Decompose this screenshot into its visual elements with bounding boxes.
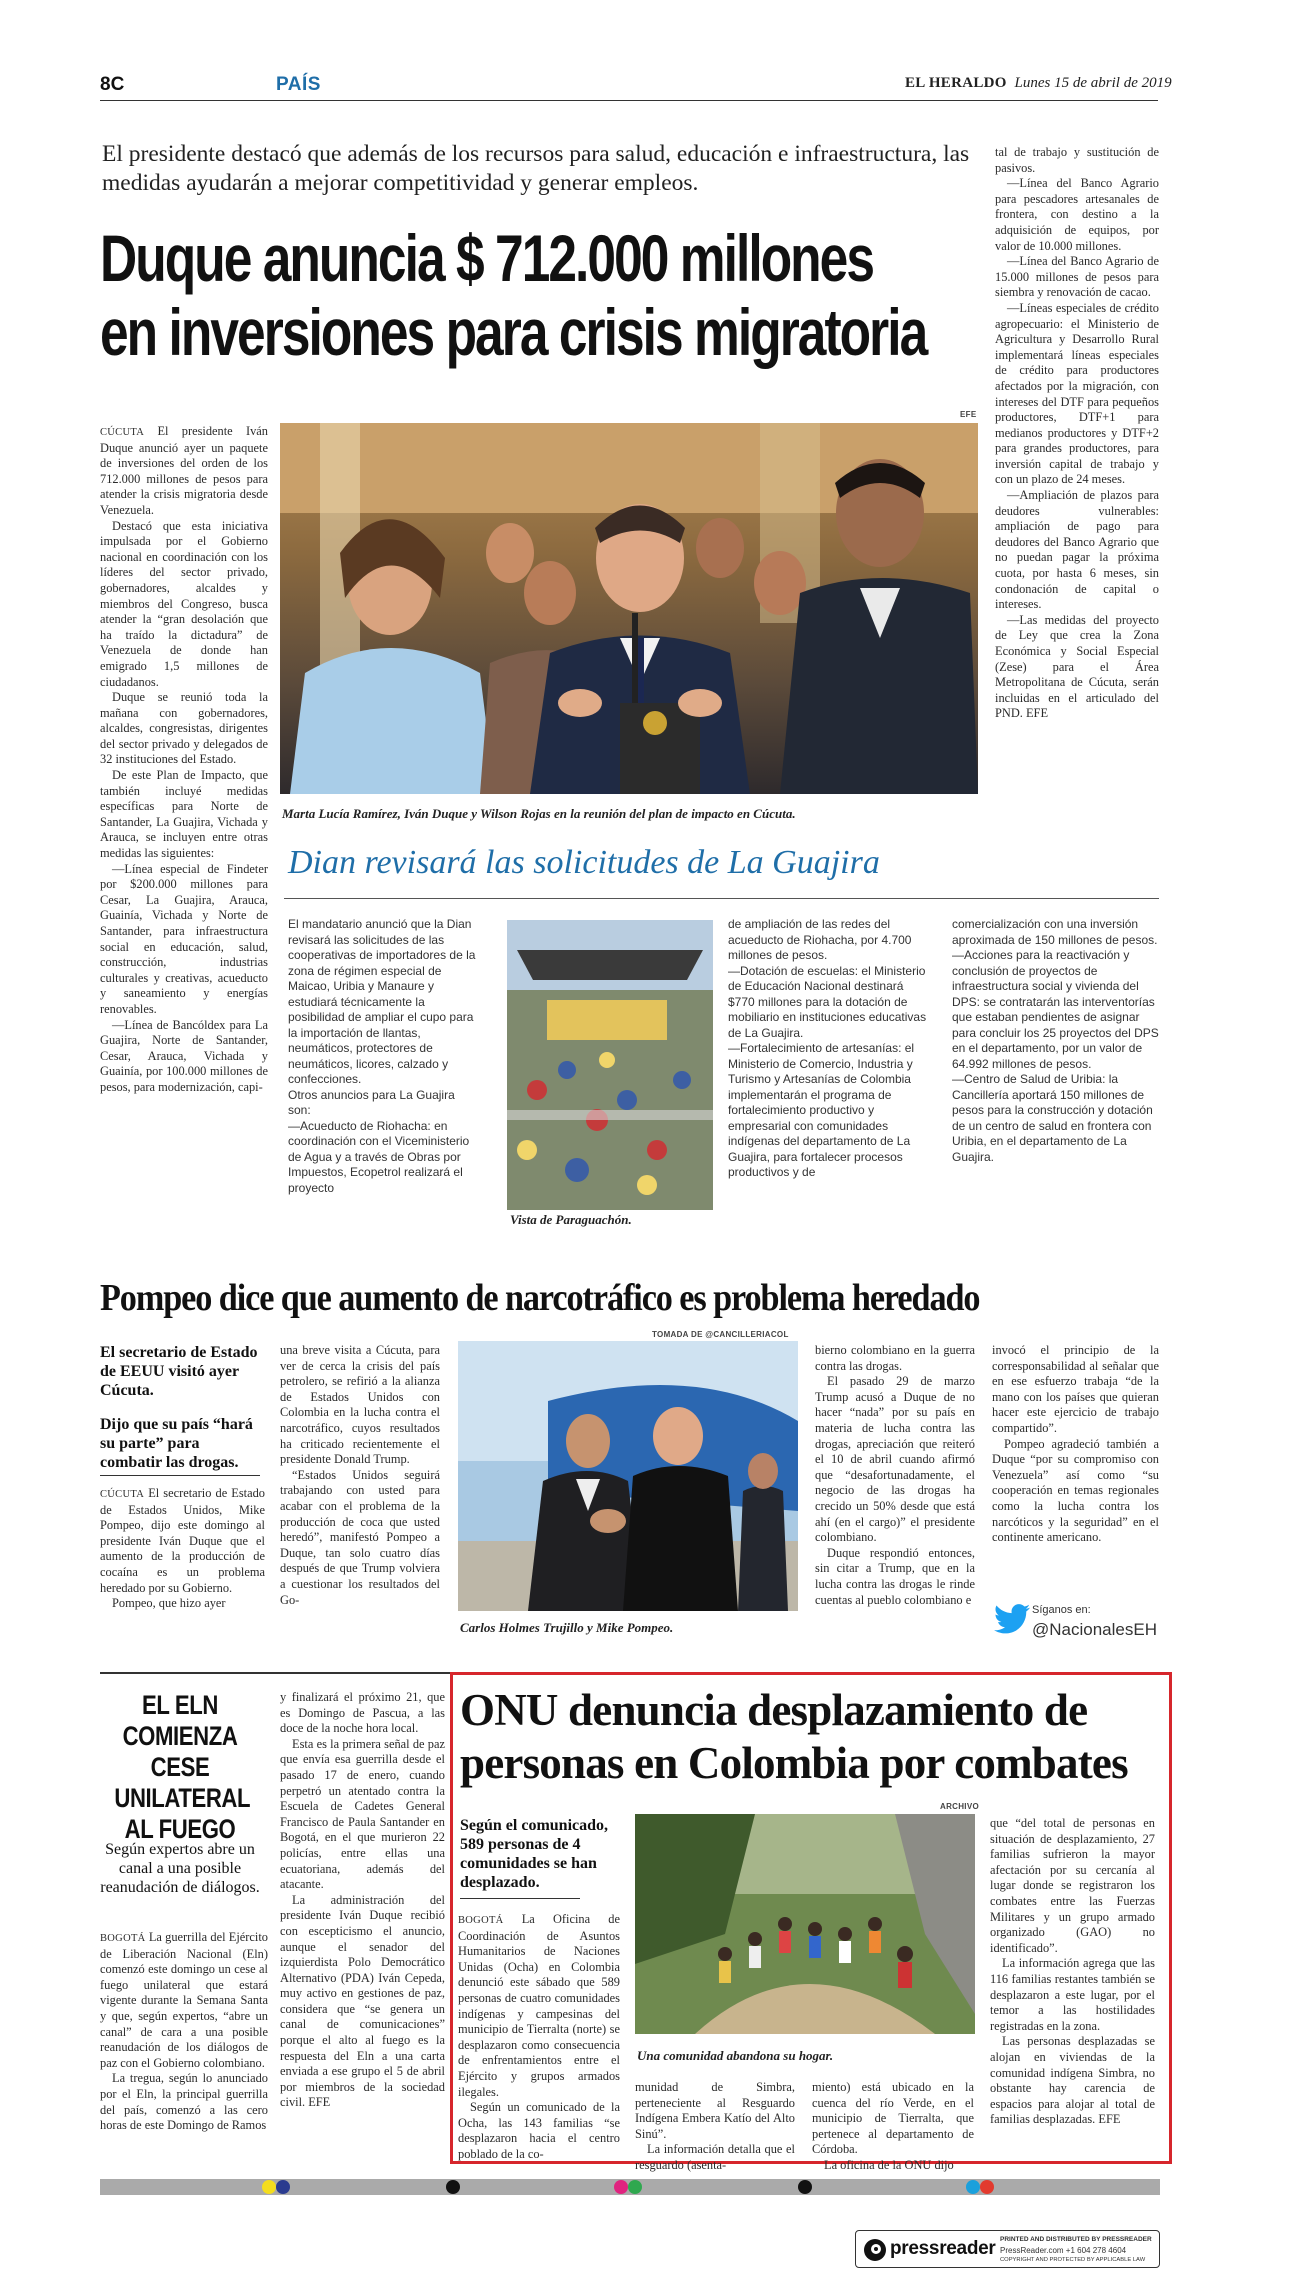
paragraph: —Fortalecimiento de artesanías: el Ministerio de Comercio, Industria y Turismo y Artesanías de Colombia implementarán el programa de fortalecimiento productivo y empresarial con comunidades indígenas del departamento de La Guajira, para fortalecer procesos productivos y de — [728, 1041, 915, 1179]
onu-kicker: Según el comunicado, 589 personas de 4 comunidades se han desplazado. — [460, 1817, 609, 1891]
pompeo-column-1 — [100, 1486, 265, 1626]
paragraph: La administración del presidente Iván Duque recibió con escepticismo el anuncio, aunque el senador del izquierdista Polo Democrático Alternativo (PDA) Iván Cepeda, muy activo en gestiones de paz, considera que “se genera un canal de comunicaciones” porque el alto al fuego es la respuesta del Eln a una carta enviada a ese grupo el 5 de abril por miembros de la sociedad civil. EFE — [280, 1892, 445, 2110]
pompeo-kicker-2: Dijo que su país “hará su parte” para combatir las drogas. — [100, 1416, 253, 1471]
paragraph: bierno colombiano en la guerra contra las drogas. — [815, 1343, 975, 1373]
registration-dot-green — [628, 2180, 642, 2194]
onu-column-1 — [458, 1912, 620, 2160]
dian-rule — [284, 898, 1159, 899]
twitter-handle[interactable]: @NacionalesEH — [1032, 1620, 1157, 1639]
registration-dot-red — [980, 2180, 994, 2194]
paragraph: y finalizará el próximo 21, que es Domingo de Pascua, a las doce de la noche hora local. — [280, 1690, 445, 1736]
onu-headline-line1: ONU denuncia desplazamiento de — [460, 1685, 1088, 1735]
paragraph: —Línea especial de Findeter por $200.000 millones para Cesar, La Guajira, Arauca, Guainía, Vichada y Norte de Santander, para infraestructura social en educación, salud, construcción, industrias culturales y creativas, acueducto y saneamiento y energías renovables. — [100, 861, 268, 1016]
pressreader-brand: pressreader — [890, 2238, 996, 2259]
pressreader-contact: PressReader.com +1 604 278 4604 — [1000, 2246, 1127, 2255]
dian-column-1 — [288, 917, 478, 1237]
paragraph: Pompeo agradeció también a Duque “por su compromiso con Venezuela” así como “su cooperación en temas regionales como la lucha contra los narcóticos y la seguridad” en el continente americano. — [992, 1436, 1159, 1545]
pressreader-printed-by: PRINTED AND DISTRIBUTED BY PRESSREADER — [1000, 2236, 1152, 2243]
pompeo-column-2 — [280, 1343, 440, 1633]
paragraph: —Las medidas del proyecto de Ley que crea la Zona Económica y Social Especial (Zese) para el Área Metropolitana de Cúcuta, serán incluidas en el articulado del PND. EFE — [995, 612, 1159, 721]
section-divider — [100, 1672, 450, 1674]
dian-photo-illustration — [507, 920, 713, 1210]
paragraph: tal de trabajo y sustitución de pasivos. — [995, 145, 1159, 175]
paragraph: CÚCUTA El secretario de Estado de Estados Unidos, Mike Pompeo, dijo este domingo al presidente Iván Duque que el aumento de la producción de cocaína es un problema heredado por su Gobierno. — [100, 1486, 265, 1595]
pompeo-column-4 — [992, 1343, 1159, 1603]
paragraph: Otros anuncios para La Guajira son: — [288, 1087, 455, 1117]
main-photo-illustration — [280, 423, 978, 794]
onu-headline-line2: personas en Colombia por combates — [460, 1738, 1128, 1788]
paragraph: Duque se reunió toda la mañana con gobernadores, alcaldes, congresistas, dirigentes del sector privado y delegados de 32 instituciones del Estado. — [100, 690, 268, 767]
onu-column-2 — [635, 2080, 795, 2172]
registration-dot-magenta — [614, 2180, 628, 2194]
dateline: BOGOTÁ — [100, 1933, 146, 1944]
main-deck: El presidente destacó que además de los recursos para salud, educación e infraestructura, las medidas ayudarán a mejorar competitividad y generar empleos. — [102, 141, 970, 196]
paragraph: Las personas desplazadas se alojan en viviendas de la comunidad indígena Simbra, no obstante hay carencia de espacios para alojar al total de familias desplazadas. EFE — [990, 2034, 1155, 2127]
pompeo-column-3 — [815, 1343, 975, 1633]
paragraph: munidad de Simbra, perteneciente al Resguardo Indígena Embera Katío del Alto Sinú”. — [635, 2080, 795, 2141]
pompeo-kicker-1: El secretario de Estado de EEUU visitó ayer Cúcuta. — [100, 1344, 258, 1399]
paragraph: CÚCUTA El presidente Iván Duque anunció ayer un paquete de inversiones del orden de los 712.000 millones de pesos para atender la crisis migratoria desde Venezuela. — [100, 424, 268, 517]
paragraph: Pompeo, que hizo ayer — [112, 1596, 226, 1611]
paragraph: La información agrega que las 116 familias restantes también se desplazaron a este lugar, por el temor a las hostilidades registradas en la zona. — [990, 1956, 1155, 2033]
paragraph: comercialización con una inversión aproximada de 150 millones de pesos. — [952, 917, 1158, 947]
paragraph: BOGOTÁ La Oficina de Coordinación de Asuntos Humanitarios de Naciones Unidas (Ocha) en Colombia denunció este sábado que 589 personas de cuatro comunidades indígenas y campesinas del municipio de Tierralta (norte) se desplazaron como consecuencia de enfrentamientos entre el Ejército y grupos armados ilegales. — [458, 1912, 620, 2099]
paragraph: —Línea del Banco Agrario de 15.000 millones de pesos para siembra y renovación de cacao. — [995, 254, 1159, 300]
eln-column-1 — [100, 1930, 268, 2155]
pompeo-photo-caption: Carlos Holmes Trujillo y Mike Pompeo. — [460, 1620, 674, 1635]
paragraph: El mandatario anunció que la Dian revisará las solicitudes de las cooperativas de importadores de la zona de régimen especial de Maicao, Uribia y Manaure y estudiará técnicamente la posibilidad de ampliar el cupo para la importación de llantas, neumáticos, protectores de neumáticos, licores, calzado y confecciones. — [288, 917, 476, 1086]
paragraph: —Acciones para la reactivación y conclusión de proyectos de infraestructura social y vivienda del DPS: se contratarán las interventorías que estaban pendientes de asignar para concluir los 25 proyectos del DPS en el departamento, por un valor de 64.992 millones de pesos. — [952, 948, 1159, 1071]
paper-name: EL HERALDO — [905, 75, 1007, 91]
paragraph: El pasado 29 de marzo Trump acusó a Duque de no hacer “nada” por su país en materia de lucha contra las drogas, apreciación que reiteró el 10 de abril cuando afirmó que “desafortunadamente, el negocio de las drogas ha crecido un 50% desde que está ahí (en el cargo)” el presidente colombiano. — [815, 1374, 975, 1545]
onu-photo — [635, 1814, 975, 2034]
pompeo-photo — [458, 1341, 798, 1611]
twitter-icon[interactable] — [994, 1604, 1030, 1634]
pressreader-badge[interactable] — [855, 2230, 1160, 2268]
issue-date: Lunes 15 de abril de 2019 — [1014, 75, 1172, 91]
paragraph: “Estados Unidos seguirá trabajando con usted para acabar con el problema de la producción de coca que usted heredó”, manifestó Pompeo a Duque, tan solo cuatro días después de que Trump volviera a cuestionar los resultados del Go- — [280, 1467, 440, 1607]
paragraph: —Ampliación de plazos para deudores vulnerables: ampliación de pago para deudores del Banco Agrario que no puedan pagar la próxima cuota, por hasta 6 meses, sin condonación de capital o intereses. — [995, 488, 1159, 612]
paragraph: —Línea de Bancóldex para La Guajira, Norte de Santander, Cesar, Arauca, Vichada y Guainía, por 100.000 millones de pesos, para modernización, capi- — [100, 1017, 268, 1094]
dian-column-2 — [728, 917, 928, 1237]
dateline: CÚCUTA — [100, 1489, 145, 1500]
pompeo-kicker-rule — [100, 1475, 260, 1476]
paragraph: Destacó que esta iniciativa impulsada por el Gobierno nacional en coordinación con los líderes del sector privado, gobernadores, alcaldes y miembros del Congreso, busca atender la “gran desolación que ha traído la dictadura” de Venezuela de donde han emigrado 1,5 millones de ciudadanos. — [100, 518, 268, 689]
paragraph: —Línea del Banco Agrario para pescadores artesanales de frontera, con destino a la adquisición de equipos, por valor de 10.000 millones. — [995, 176, 1159, 253]
onu-photo-illustration — [635, 1814, 975, 2034]
main-photo-credit: EFE — [960, 410, 977, 419]
paragraph: Duque respondió entonces, sin citar a Trump, que en la lucha contra las drogas le rinde cuentas al pueblo colombiano e — [815, 1545, 975, 1607]
paragraph: De este Plan de Impacto, que también incluyé medidas específicas para Norte de Santander, La Guajira, Vichada y Arauca, se incluyen entre otras medidas las siguientes: — [100, 768, 268, 861]
twitter-label: Síganos en: — [1032, 1604, 1091, 1616]
registration-dot-black-2 — [798, 2180, 812, 2194]
onu-photo-caption: Una comunidad abandona su hogar. — [637, 2048, 834, 2063]
paragraph: Según un comunicado de la Ocha, las 143 familias “se desplazaron hacia el centro poblado de la co- — [458, 2100, 620, 2161]
eln-subhead: Según expertos abre un canal a una posible reanudación de diálogos. — [100, 1841, 260, 1896]
paragraph: La información detalla que el resguardo (asenta- — [635, 2142, 795, 2172]
registration-dot-black — [446, 2180, 460, 2194]
paragraph: —Acueducto de Riohacha: en coordinación con el Viceministerio de Agua y a través de Obras por Impuestos, Ecopetrol realizará el proyecto — [288, 1118, 470, 1195]
onu-column-3 — [812, 2080, 974, 2172]
dian-photo-caption: Vista de Paraguachón. — [510, 1212, 632, 1227]
paragraph: de ampliación de las redes del acueducto de Riohacha, por 4.700 millones de pesos. — [728, 917, 912, 962]
paragraph: BOGOTÁ La guerrilla del Ejército de Liberación Nacional (Eln) comenzó este domingo un cese al fuego unilateral que estará vigente durante la Semana Santa y que, según expertos, “abre un canal” de cara a una posible reanudación de los diálogos de paz con el Gobierno colombiano. — [100, 1930, 268, 2070]
registration-dot-yellow — [262, 2180, 276, 2194]
paragraph: invocó el principio de la corresponsabilidad al señalar que en ese esfuerzo trabaja “de la mano con los países que quieran hacer este ejercicio de trabajo compartido”. — [992, 1343, 1159, 1435]
onu-kicker-rule — [460, 1898, 580, 1899]
pompeo-photo-credit: TOMADA DE @CANCILLERIACOL — [652, 1330, 789, 1339]
masthead — [905, 75, 1172, 92]
paragraph: La oficina de la ONU dijo — [824, 2157, 954, 2172]
onu-photo-credit: ARCHIVO — [940, 1802, 979, 1811]
main-headline-line1: Duque anuncia $ 712.000 millones — [100, 221, 874, 295]
registration-dot-blue — [276, 2180, 290, 2194]
header-rule — [100, 100, 1158, 101]
pressreader-logo-icon — [864, 2239, 886, 2261]
paragraph: una breve visita a Cúcuta, para ver de cerca la crisis del país petrolero, se refirió a la alianza de Estados Unidos con Colombia en la lucha contra el narcotráfico, cuyos resultados ha criticado recientemente el presidente Donald Trump. — [280, 1343, 440, 1467]
dateline: CÚCUTA — [100, 427, 145, 438]
eln-headline: EL ELN COMIENZA CESE UNILATERAL AL FUEGO — [114, 1690, 251, 1844]
paragraph: —Líneas especiales de crédito agropecuario: el Ministerio de Agricultura y Desarrollo Rural implementará líneas especiales de crédito para productores afectados por la migración, con intereses del DTF para pequeños productores, DTF+1 para medianos productores y DTF+2 para grandes productores, para inversión capital de trabajo y con un plazo de 24 meses. — [995, 300, 1159, 487]
paragraph: —Dotación de escuelas: el Ministerio de Educación Nacional destinará $770 millones para la dotación de mobiliario en instituciones educativas de La Guajira. — [728, 963, 927, 1040]
dian-headline: Dian revisará las solicitudes de La Guajira — [288, 844, 880, 881]
dian-column-3 — [952, 917, 1159, 1237]
paragraph: La tregua, según lo anunciado por el Eln, la principal guerrilla del país, comenzó a las cero horas de este Domingo de Ramos — [100, 2071, 268, 2133]
dateline: BOGOTÁ — [458, 1915, 504, 1926]
onu-column-4 — [990, 1816, 1155, 2160]
pompeo-photo-illustration — [458, 1341, 798, 1611]
section-label: PAÍS — [276, 74, 321, 95]
main-photo — [280, 423, 978, 794]
main-left-column — [100, 424, 268, 1236]
main-right-column — [995, 145, 1159, 825]
dian-photo — [507, 920, 713, 1210]
paragraph: Esta es la primera señal de paz que envía esa guerrilla desde el pasado 17 de enero, cuando perpetró un atentado contra la Escuela de Cadetes General Francisco de Paula Santander en Bogotá, en el que murieron 22 policías, entre ellas una ecuatoriana, además del atacante. — [280, 1736, 445, 1892]
eln-column-2 — [280, 1690, 445, 2155]
pressreader-copyright: COPYRIGHT AND PROTECTED BY APPLICABLE LAW — [1000, 2257, 1146, 2263]
page-number: 8C — [100, 74, 125, 95]
pompeo-headline: Pompeo dice que aumento de narcotráfico es problema heredado — [100, 1277, 980, 1319]
paragraph: miento) está ubicado en la cuenca del río Verde, en el municipio de Tierralta, que pertenece al departamento de Córdoba. — [812, 2080, 974, 2157]
main-photo-caption: Marta Lucía Ramírez, Iván Duque y Wilson Rojas en la reunión del plan de impacto en Cúcuta. — [282, 806, 796, 821]
paragraph: que “del total de personas en situación de desplazamiento, 27 familias sufrieron la mayor afectación por su cercanía al lugar donde se registraron los combates entre las Fuerzas Militares y un grupo armado organizado (GAO) no identificado”. — [990, 1816, 1155, 1955]
registration-dot-cyan — [966, 2180, 980, 2194]
main-headline-line2: en inversiones para crisis migratoria — [100, 295, 927, 369]
paragraph: —Centro de Salud de Uribia: la Cancillería aportará 150 millones de pesos para la construcción y dotación de un centro de salud en frontera con Uribia, en el departamento de La Guajira. — [952, 1072, 1153, 1164]
